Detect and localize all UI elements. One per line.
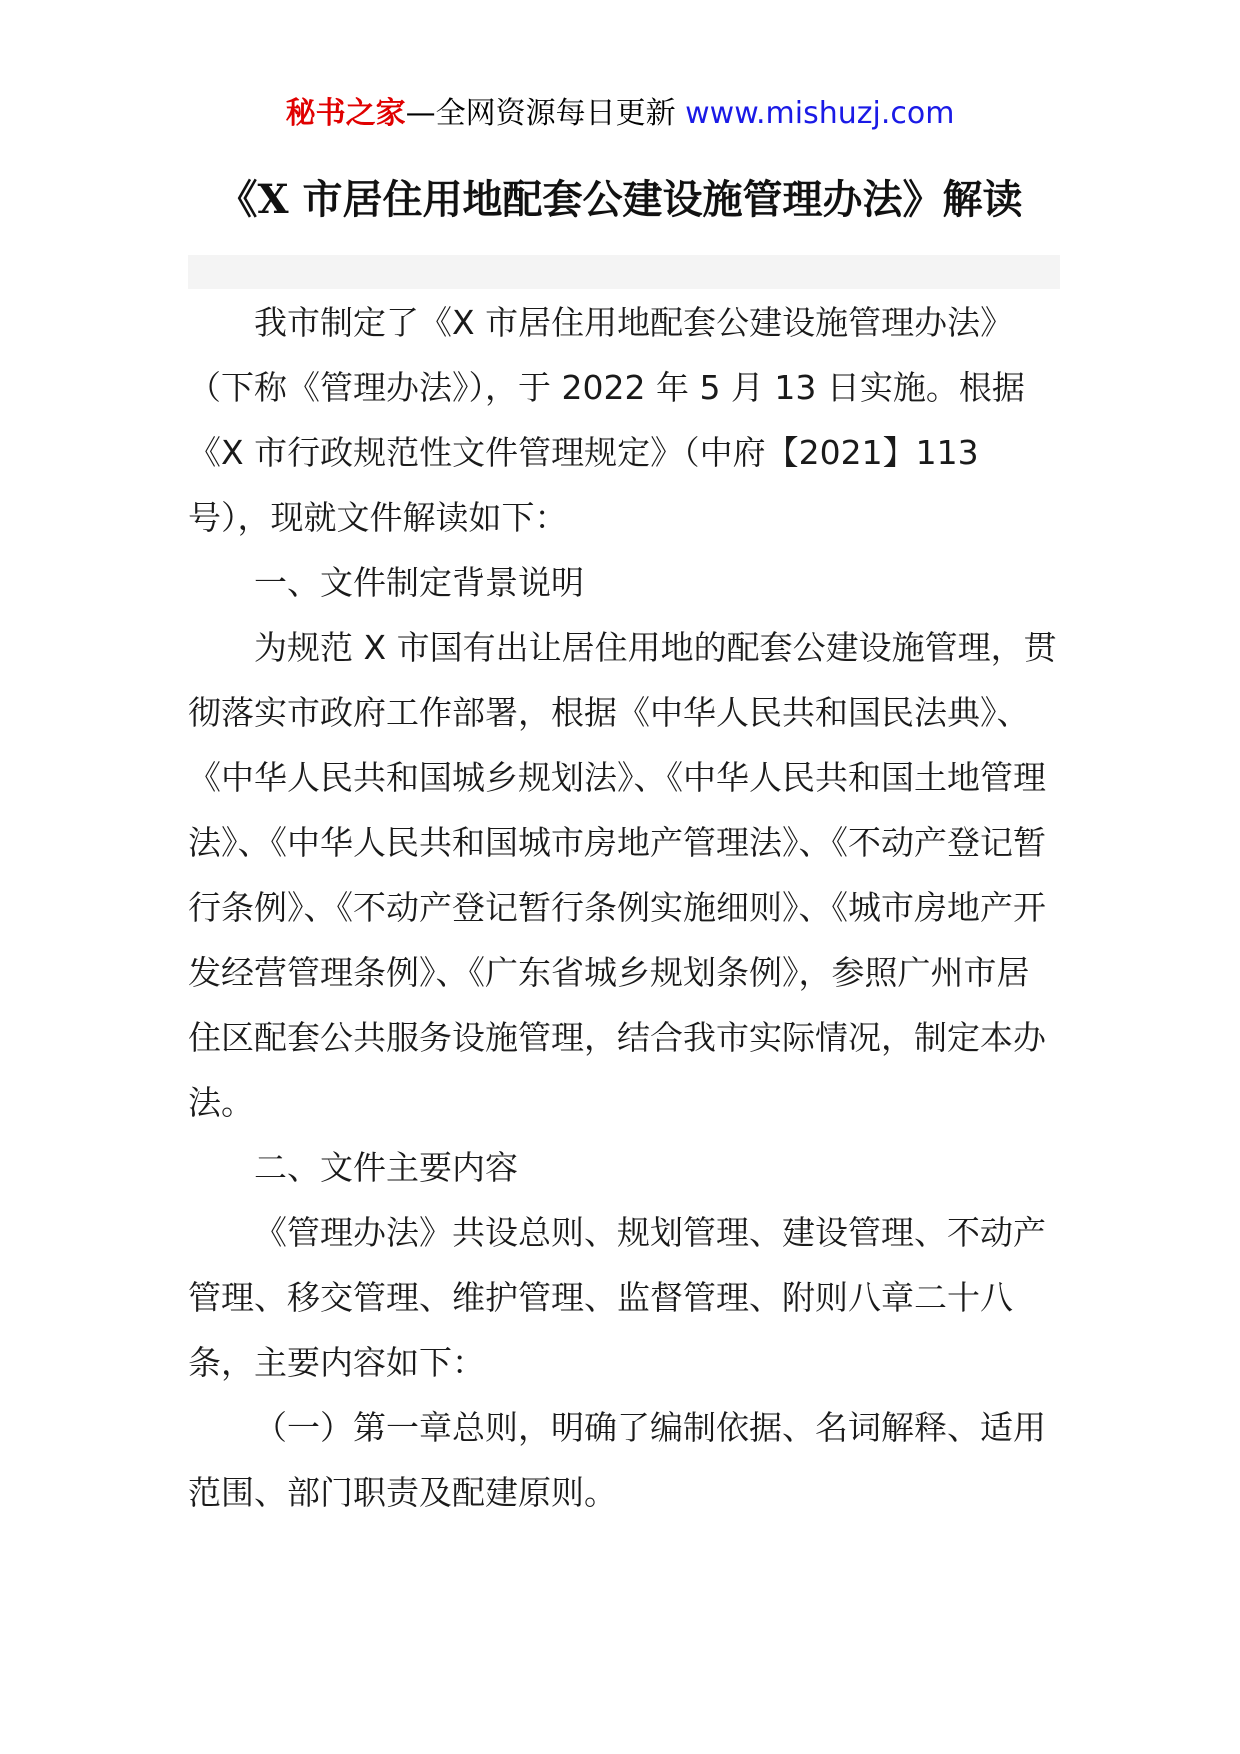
brand-name: 秘书之家 <box>285 96 406 131</box>
title-separator-band <box>188 255 1060 289</box>
paragraph-chapter-1: （一）第一章总则，明确了编制依据、名词解释、适用范围、部门职责及配建原则。 <box>188 1408 1046 1512</box>
section-heading-2: 二、文件主要内容 <box>254 1148 518 1187</box>
watermark-header <box>0 92 1240 136</box>
site-url-link[interactable]: www.mishuzj.com <box>685 96 955 131</box>
paragraph-background: 为规范 X 市国有出让居住用地的配套公建设施管理，贯彻落实市政府工作部署，根据《中华人民共和国民法典》、《中华人民共和国城乡规划法》、《中华人民共和国土地管理法》、《中华人民共和国城市房地产管理法》、《不动产登记暂行条例》、《不动产登记暂行条例实施细则》、《城市房地产开发经营管理条例》、《广东省城乡规划条例》，参照广州市居住区配套公共服务设施管理，结合我市实际情况，制定本办法。 <box>188 628 1057 1122</box>
paragraph-intro: 我市制定了《X 市居住用地配套公建设施管理办法》（下称《管理办法》），于 2022 年 5 月 13 日实施。根据《X 市行政规范性文件管理规定》（中府【2021】113 号），现就文件解读如下： <box>188 303 1025 537</box>
document-title: 《X 市居住用地配套公建设施管理办法》解读 <box>217 176 1023 223</box>
paragraph-main-content: 《管理办法》共设总则、规划管理、建设管理、不动产管理、移交管理、维护管理、监督管理、附则八章二十八条，主要内容如下： <box>188 1213 1046 1382</box>
document-body <box>188 290 1060 1525</box>
section-heading-1: 一、文件制定背景说明 <box>254 563 584 602</box>
header-tagline: —全网资源每日更新 <box>405 96 676 131</box>
